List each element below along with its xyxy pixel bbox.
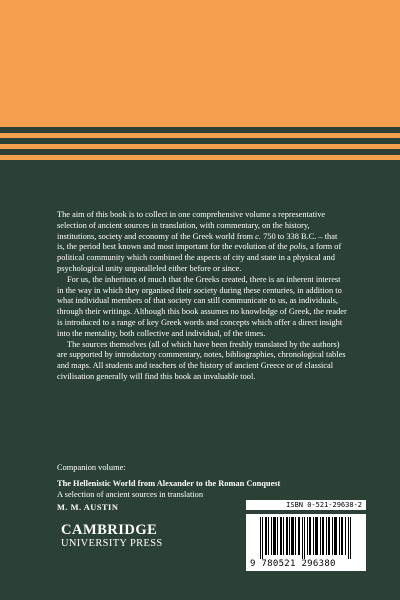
orange-stripe-2 [0,144,400,149]
orange-header-band [0,0,400,127]
barcode-digits: 9 780521 296380 [250,559,336,569]
blurb-text [57,210,347,383]
publisher-name: CAMBRIDGE [61,522,158,538]
blurb-paragraph-2: For us, the inheritors of much that the Greeks created, there is an inherent interest in the way in which they organised their society during these centuries, in addition to what individual members of that society can still communicate to us, as individuals, through their writings. Although this book assumes no knowledge of Greek, the reader is introduced to a range of key Greek words and concepts which offer a direct insight into the mentality, both collective and individual, of the times. [57,274,347,338]
companion-author: M. M. AUSTIN [57,503,119,513]
orange-stripe-1 [0,133,400,138]
blurb-paragraph-3: The sources themselves (all of which have been freshly translated by the authors) are supported by introductory commentary, notes, bibliographies, chronological tables and maps. All students and teachers of the history of ancient Greece or of classical civilisation generally will find this book an invaluable tool. [57,339,346,381]
companion-title: The Hellenistic World from Alexander to the Roman Conquest [57,478,281,488]
publisher-logo [61,523,163,550]
publisher-sub: UNIVERSITY PRESS [61,538,163,549]
isbn-label: ISBN 0-521-29638-2 [246,500,366,510]
companion-subtitle: A selection of ancient sources in translation [57,489,204,499]
barcode-icon [260,517,352,559]
blurb-paragraph-1: The aim of this book is to collect in one comprehensive volume a representative selection of ancient sources in translation, with commentary, on the history, institutions, society and economy of the Greek world from c. 750 to 338 B.C. – that is, the period best known and most important for the evolution of the polis, a form of political community which combined the aspects of city and state in a physical and psychological unity unparalleled either before or since. [57,210,342,273]
orange-stripe-3 [0,155,400,160]
barcode-box [246,514,366,571]
companion-label: Companion volume: [57,463,126,472]
